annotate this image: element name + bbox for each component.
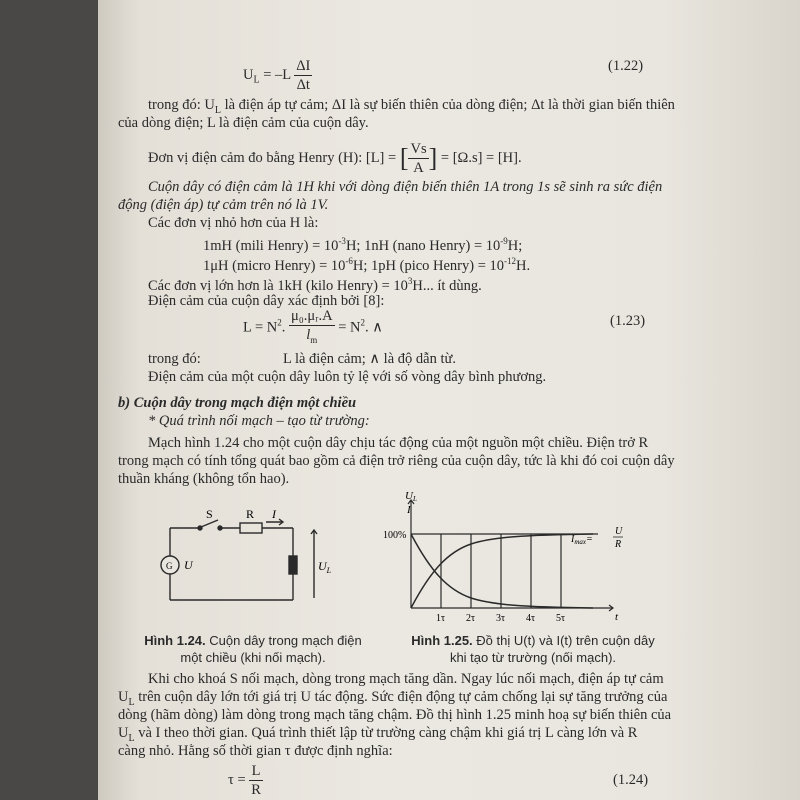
switch-label: S xyxy=(206,507,213,521)
circuit-paragraph-3: thuần kháng (không tổn hao). xyxy=(118,471,290,487)
voltage-decay-curve xyxy=(411,534,593,608)
switch-paragraph-3: dòng (hãm dòng) làm dòng trong mạch tăng chậm. Đồ thị hình 1.25 minh hoạ sự biến thiên của xyxy=(118,707,672,723)
imax-denominator: R xyxy=(615,539,622,550)
switch-paragraph-5: càng nhỏ. Hằng số thời gian τ được định nghĩa: xyxy=(118,743,393,759)
italic-definition-2: động (điện áp) tự cảm trên nó là 1V. xyxy=(118,197,329,213)
switch-paragraph-2: $U_L$ trên cuộn dây lớn tới giá trị U tác động. Sức điện động tự cảm chống lại sự tăng trưởng của xyxy=(118,689,668,708)
resistor-label: R xyxy=(246,507,255,521)
equation-1-23: $L = N^2$. $\frac{\text{μ₀.μᵣ.A}}{l_m}$ = $N^2$. ∧ xyxy=(243,308,383,345)
tick-2tau: 2τ xyxy=(466,613,476,624)
italic-definition-1: Cuộn dây có điện cảm là 1H khi với dòng điện biến thiên 1A trong 1s sẽ sinh ra sức điện xyxy=(148,179,663,195)
proportional-statement: Điện cảm của một cuộn dây luôn tỷ lệ với số vòng dây bình phương. xyxy=(148,369,547,385)
tick-4tau: 4τ xyxy=(526,613,536,624)
tick-1tau: 1τ xyxy=(436,613,446,624)
imax-label: $I_{max}=$ xyxy=(571,534,593,546)
circuit-diagram xyxy=(148,500,358,610)
equation-1-22: $U_L = -L$ $\frac{\Delta I}{\Delta t}$ xyxy=(243,58,311,93)
switch-paragraph-1: Khi cho khoá S nối mạch, dòng trong mạch tăng dần. Ngay lúc nối mạch, điện áp tự cảm xyxy=(148,671,664,687)
source-symbol: G xyxy=(166,561,173,571)
inductance-formula-intro: Điện cảm của cuộn dây xác định bởi [8]: xyxy=(148,293,385,309)
coil-voltage-label: $U_L$ xyxy=(318,559,332,575)
circuit-paragraph-1: Mạch hình 1.24 cho một cuộn dây chịu tác động của một nguồn một chiều. Điện trở R xyxy=(148,435,649,451)
henry-unit-line: Đơn vị điện cảm đo bằng Henry (H): [L] = [ $\frac{Vs}{A}$ ] = [Ω.s] = [H]. xyxy=(148,141,522,176)
switch-paragraph-4: $U_L$ và I theo thời gian. Quá trình thiết lập từ trường càng chậm khi giá trị L càng lớn và R xyxy=(118,725,638,744)
imax-numerator: U xyxy=(615,526,623,537)
section-heading-b: b) Cuộn dây trong mạch điện một chiều xyxy=(118,395,357,411)
paragraph-where-2: của dòng điện; L là điện cảm của cuộn dây. xyxy=(118,115,369,131)
textbook-page xyxy=(98,0,800,800)
circuit-paragraph-2: trong mạch có tính tổng quát bao gồm cả điện trở riêng của cuộn dây, tức là khi đó coi cuộn dây xyxy=(118,453,675,469)
equation-number-1-22: (1.22) xyxy=(608,58,644,74)
source-label: U xyxy=(184,558,193,572)
graph-y-label-bottom: I xyxy=(407,504,411,516)
paragraph-where-1: trong đó: $U_L$ là điện áp tự cảm; ΔI là sự biến thiên của dòng điện; Δt là thời gian biến thiên xyxy=(148,97,675,116)
paragraph-where-3-text: L là điện cảm; ∧ là độ dẫn từ. xyxy=(283,351,456,367)
caption-figure-1-24: Hình 1.24. Cuộn dây trong mạch điện một chiều (khi nối mạch). xyxy=(144,633,362,665)
graph-percent-label: 100% xyxy=(383,530,407,541)
current-label: I xyxy=(272,507,276,521)
equation-number-1-23: (1.23) xyxy=(610,313,646,329)
tick-3tau: 3τ xyxy=(496,613,506,624)
larger-units-line: Các đơn vị lớn hơn là 1kH (kilo Henry) = $10^3H$... ít dùng. xyxy=(148,276,482,294)
subsection-heading: * Quá trình nối mạch – tạo từ trường: xyxy=(148,413,370,429)
caption-figure-1-25: Hình 1.25. Đồ thị U(t) và I(t) trên cuộn dây khi tạo từ trường (nối mạch). xyxy=(411,633,655,665)
graph-x-label: t xyxy=(615,611,619,623)
smaller-units-heading: Các đơn vị nhỏ hơn của H là: xyxy=(148,215,319,231)
current-rise-curve xyxy=(411,534,593,608)
graph-y-label-top: UL xyxy=(405,490,417,503)
tick-5tau: 5τ xyxy=(556,613,566,624)
paragraph-where-3-label: trong đó: xyxy=(148,351,201,367)
units-line-2: 1μH (micro Henry) = $10^{-6}H$; 1pH (pico Henry) = $10^{-12}H$. xyxy=(203,256,531,274)
equation-number-1-24: (1.24) xyxy=(613,772,649,788)
equation-1-24: τ = $\frac{L}{R}$ xyxy=(228,763,261,798)
time-constant-graph xyxy=(383,490,643,625)
units-line-1: 1mH (mili Henry) = $10^{-3}H$; 1nH (nano Henry) = $10^{-9}H$; xyxy=(203,236,523,254)
